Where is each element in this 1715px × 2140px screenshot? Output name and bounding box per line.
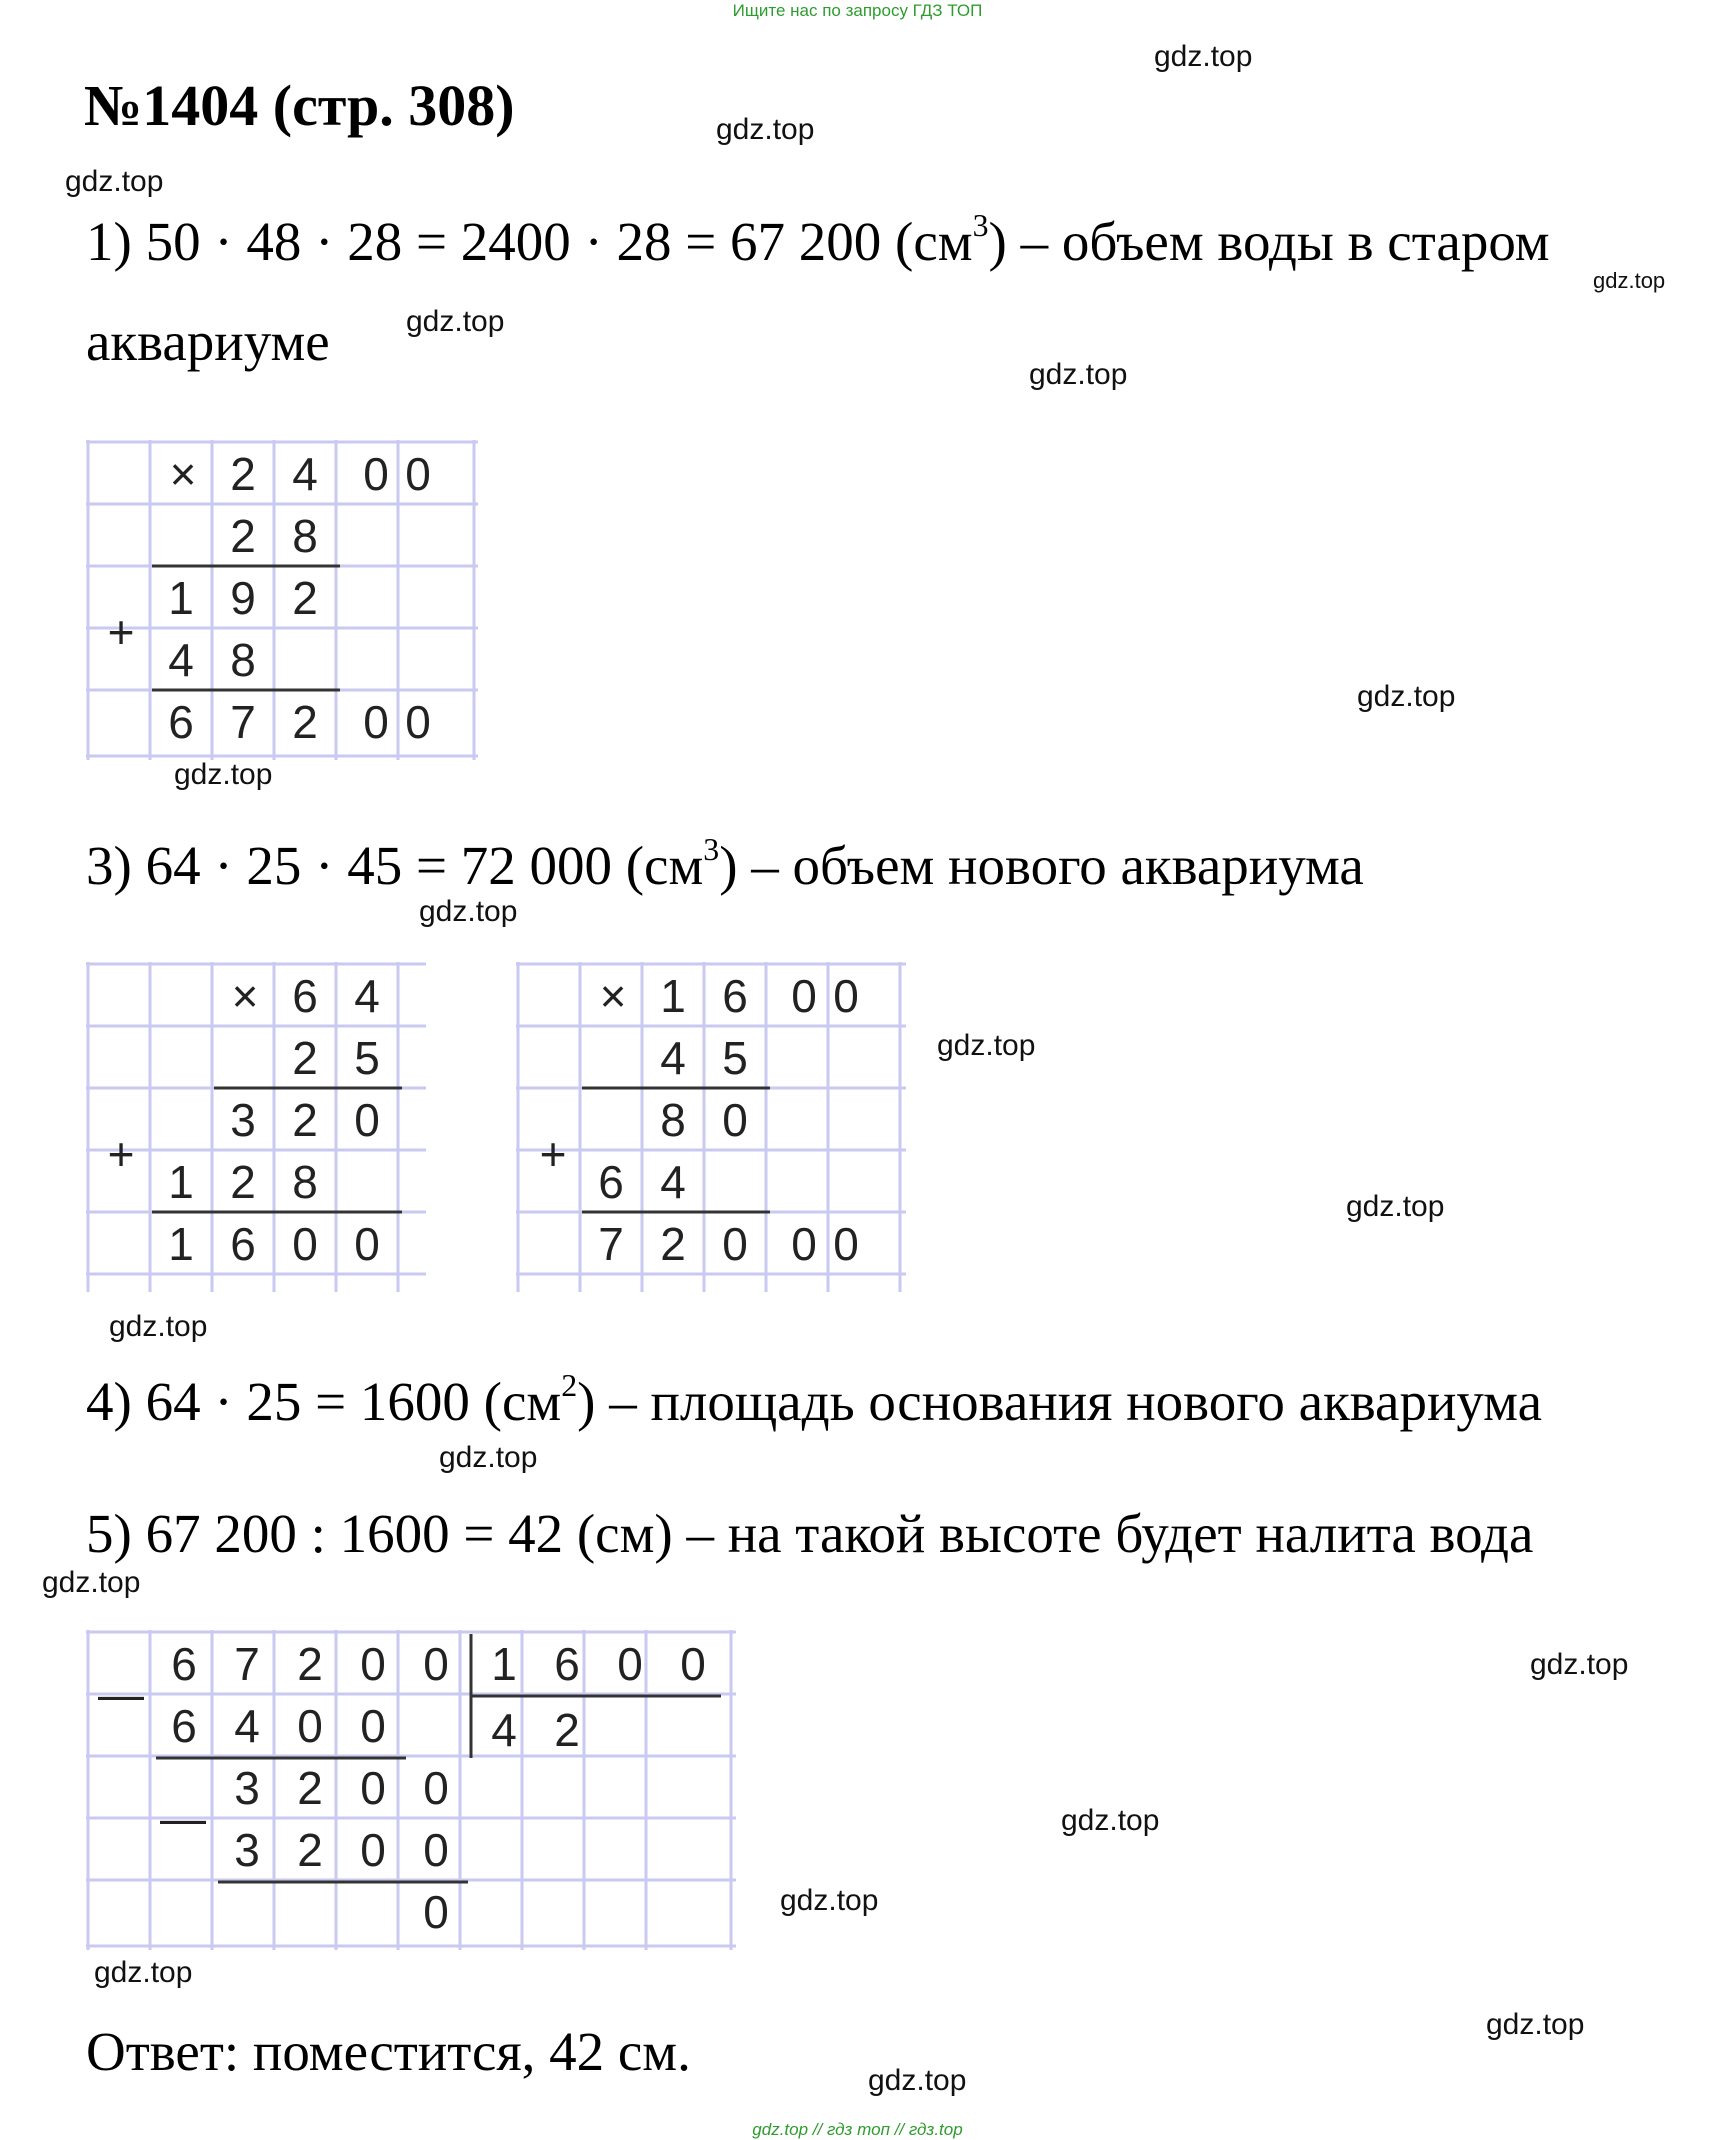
step-1-text: 1) 50 · 48 · 28 = 2400 · 28 = 67 200 (см [86,211,973,272]
digit: 0 [363,448,389,500]
digit: 2 [230,448,256,500]
digit: 0 [405,448,431,500]
step-3-line [86,834,1364,897]
watermark: gdz.top [716,113,815,146]
watermark: gdz.top [1029,358,1128,391]
digit: 4 [234,1700,260,1752]
digit: 1 [168,1156,194,1208]
digit: 7 [230,696,256,748]
answer-line: Ответ: поместится, 42 см. [86,2021,691,2082]
digit: 4 [168,634,194,686]
digit: 6 [171,1638,197,1690]
digit: 3 [234,1762,260,1814]
watermark: gdz.top [780,1884,879,1917]
calc-1600x45 [516,962,906,1292]
step-4-description: ) – площадь основания нового аквариума [577,1371,1543,1432]
digit: 0 [297,1700,323,1752]
watermark: gdz.top [1061,1804,1160,1837]
digit: 0 [833,970,859,1022]
digit: 2 [292,1032,318,1084]
step-4-line [86,1370,1542,1433]
digit: 4 [292,448,318,500]
digit: 6 [598,1156,624,1208]
digit: 8 [292,510,318,562]
watermark: gdz.top [174,758,273,791]
digit: 2 [660,1218,686,1270]
watermark: gdz.top [109,1310,208,1343]
digit: 2 [230,510,256,562]
digit: 4 [660,1032,686,1084]
plus-sign: + [107,1128,135,1180]
digit: 2 [292,696,318,748]
digit: 4 [354,970,380,1022]
digit: 2 [292,1094,318,1146]
step-3-description: ) – объем нового аквариума [719,835,1364,896]
step-3-exponent: 3 [703,832,720,868]
digit: 0 [360,1638,386,1690]
digit: 0 [360,1700,386,1752]
step-5-line: 5) 67 200 : 1600 = 42 (см) – на такой высоте будет налита вода [86,1503,1534,1564]
digit: 0 [423,1762,449,1814]
watermark: gdz.top [439,1441,538,1474]
digit: 0 [354,1094,380,1146]
digit: 6 [554,1638,580,1690]
minus-sign: — [98,1668,144,1720]
digit: 0 [833,1218,859,1270]
calc-67200-div-1600 [86,1630,736,1950]
digit: 0 [680,1638,706,1690]
digit: 1 [660,970,686,1022]
step-3-text: 3) 64 · 25 · 45 = 72 000 (см [86,835,704,896]
digit: 0 [617,1638,643,1690]
watermark: gdz.top [1486,2008,1585,2041]
digit: 0 [354,1218,380,1270]
digit: 4 [660,1156,686,1208]
minus-sign: — [160,1792,206,1844]
digit: 8 [292,1156,318,1208]
digit: 0 [363,696,389,748]
digit: 0 [423,1824,449,1876]
digit: 9 [230,572,256,624]
plus-sign: + [539,1128,567,1180]
plus-sign: + [107,606,135,658]
digit: 0 [405,696,431,748]
footer-banner: gdz.top // гдз топ // гдз.top [752,2120,963,2139]
step-1-exponent: 3 [972,208,989,244]
digit: 2 [292,572,318,624]
watermark: gdz.top [406,305,505,338]
multiply-sign: × [169,448,197,500]
digit: 1 [491,1638,517,1690]
digit: 6 [292,970,318,1022]
watermark: gdz.top [419,895,518,928]
multiply-sign: × [599,970,627,1022]
digit: 0 [292,1218,318,1270]
step-4-exponent: 2 [561,1368,578,1404]
digit: 0 [423,1886,449,1938]
watermark: gdz.top [94,1956,193,1989]
watermark: gdz.top [1154,40,1253,73]
step-1-line [86,210,1550,273]
digit: 6 [230,1218,256,1270]
digit: 0 [360,1762,386,1814]
digit: 2 [230,1156,256,1208]
digit: 5 [722,1032,748,1084]
watermark: gdz.top [1593,268,1666,293]
search-banner: Ищите нас по запросу ГДЗ ТОП [732,1,983,20]
step-1-line-continued: аквариуме [86,311,330,372]
digit: 0 [423,1638,449,1690]
digit: 3 [234,1824,260,1876]
digit: 0 [360,1824,386,1876]
calc-64x25 [86,962,426,1292]
multiply-sign: × [231,970,259,1022]
digit: 8 [660,1094,686,1146]
watermark: gdz.top [1530,1648,1629,1681]
digit: 7 [234,1638,260,1690]
watermark: gdz.top [65,165,164,198]
digit: 6 [722,970,748,1022]
watermark: gdz.top [868,2064,967,2097]
watermark: gdz.top [937,1029,1036,1062]
digit: 6 [171,1700,197,1752]
digit: 2 [297,1762,323,1814]
digit: 2 [554,1704,580,1756]
digit: 6 [168,696,194,748]
watermark: gdz.top [42,1566,141,1599]
watermark: gdz.top [1346,1190,1445,1223]
watermark: gdz.top [1357,680,1456,713]
digit: 0 [791,970,817,1022]
digit: 0 [722,1094,748,1146]
page-title: №1404 (стр. 308) [84,73,515,138]
digit: 4 [491,1704,517,1756]
digit: 0 [722,1218,748,1270]
digit: 2 [297,1824,323,1876]
step-1-description: ) – объем воды в старом [988,211,1550,272]
digit: 5 [354,1032,380,1084]
digit: 8 [230,634,256,686]
calc-2400x28 [86,440,478,760]
step-4-text: 4) 64 · 25 = 1600 (см [86,1371,562,1432]
digit: 1 [168,1218,194,1270]
digit: 7 [598,1218,624,1270]
digit: 3 [230,1094,256,1146]
digit: 1 [168,572,194,624]
digit: 2 [297,1638,323,1690]
digit: 0 [791,1218,817,1270]
